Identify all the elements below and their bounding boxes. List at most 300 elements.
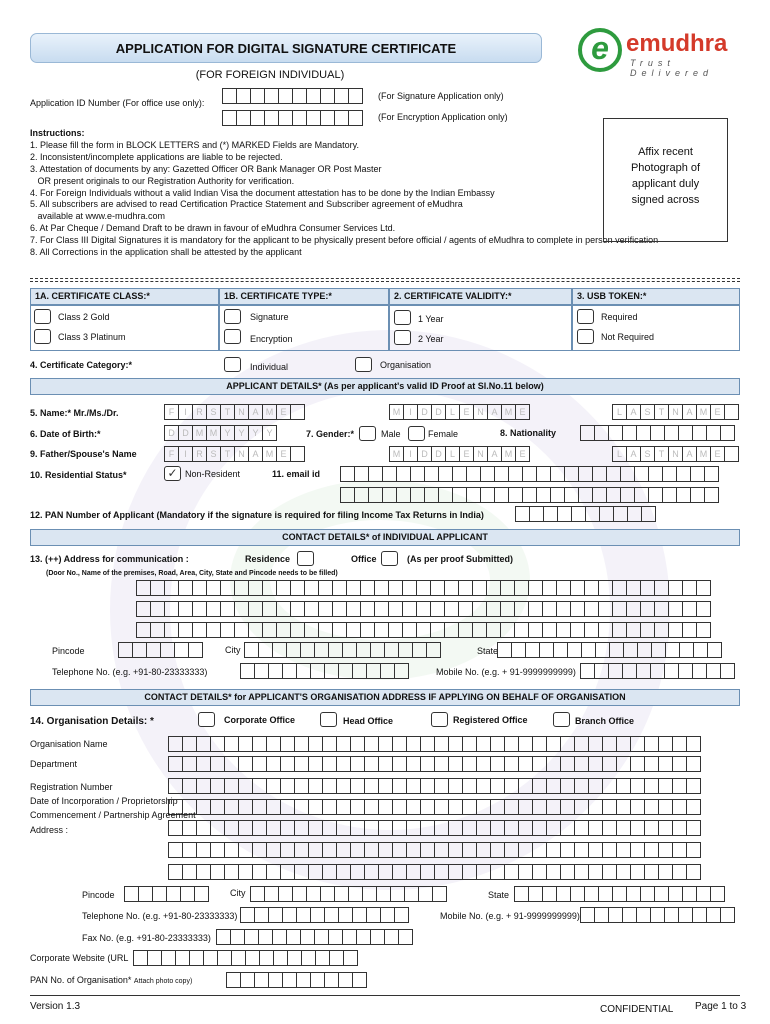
char-box[interactable]	[254, 663, 269, 679]
char-box[interactable]	[668, 580, 683, 596]
char-box[interactable]	[602, 864, 617, 880]
char-box[interactable]	[648, 487, 663, 503]
char-box[interactable]	[458, 601, 473, 617]
char-box[interactable]	[402, 580, 417, 596]
char-box[interactable]	[536, 487, 551, 503]
char-box[interactable]	[654, 580, 669, 596]
father-last-boxes[interactable]	[612, 446, 738, 462]
char-box[interactable]: N	[473, 446, 488, 462]
char-box[interactable]	[352, 907, 367, 923]
website-boxes[interactable]	[133, 950, 357, 966]
char-box[interactable]	[322, 820, 337, 836]
char-box[interactable]	[686, 820, 701, 836]
char-box[interactable]	[658, 736, 673, 752]
char-box[interactable]	[378, 756, 393, 772]
char-box[interactable]	[690, 487, 705, 503]
char-box[interactable]	[686, 736, 701, 752]
char-box[interactable]	[662, 466, 677, 482]
char-box[interactable]	[280, 842, 295, 858]
char-box[interactable]	[296, 972, 311, 988]
char-box[interactable]: L	[445, 404, 460, 420]
char-box[interactable]	[306, 886, 321, 902]
char-box[interactable]	[308, 778, 323, 794]
char-box[interactable]	[480, 487, 495, 503]
char-box[interactable]	[224, 842, 239, 858]
char-box[interactable]	[340, 487, 355, 503]
char-box[interactable]	[546, 864, 561, 880]
char-box[interactable]	[224, 864, 239, 880]
char-box[interactable]	[406, 842, 421, 858]
char-box[interactable]	[338, 907, 353, 923]
org-telephone-boxes[interactable]	[240, 907, 408, 923]
address-line-1[interactable]	[136, 580, 710, 596]
char-box[interactable]	[222, 110, 237, 126]
char-box[interactable]	[528, 622, 543, 638]
first-name-boxes[interactable]	[164, 404, 304, 420]
char-box[interactable]	[160, 642, 175, 658]
char-box[interactable]	[196, 736, 211, 752]
char-box[interactable]	[168, 736, 183, 752]
char-box[interactable]	[268, 972, 283, 988]
char-box[interactable]	[608, 663, 623, 679]
char-box[interactable]: Y	[234, 425, 249, 441]
char-box[interactable]	[592, 466, 607, 482]
department-boxes[interactable]	[168, 756, 700, 772]
char-box[interactable]	[370, 929, 385, 945]
char-box[interactable]	[602, 799, 617, 815]
char-box[interactable]	[690, 466, 705, 482]
char-box[interactable]	[616, 842, 631, 858]
char-box[interactable]	[245, 950, 260, 966]
char-box[interactable]	[602, 820, 617, 836]
char-box[interactable]	[364, 820, 379, 836]
char-box[interactable]	[578, 487, 593, 503]
char-box[interactable]	[238, 864, 253, 880]
char-box[interactable]	[532, 736, 547, 752]
char-box[interactable]	[504, 799, 519, 815]
char-box[interactable]	[584, 886, 599, 902]
char-box[interactable]	[686, 864, 701, 880]
char-box[interactable]	[388, 622, 403, 638]
char-box[interactable]	[236, 110, 251, 126]
char-box[interactable]: E	[515, 446, 530, 462]
char-box[interactable]	[518, 864, 533, 880]
char-box[interactable]	[250, 110, 265, 126]
office-checkbox[interactable]	[381, 551, 398, 566]
char-box[interactable]: Y	[248, 425, 263, 441]
char-box[interactable]	[630, 799, 645, 815]
char-box[interactable]	[560, 842, 575, 858]
char-box[interactable]	[332, 601, 347, 617]
char-box[interactable]	[318, 580, 333, 596]
char-box[interactable]	[678, 907, 693, 923]
char-box[interactable]	[258, 929, 273, 945]
char-box[interactable]	[588, 756, 603, 772]
char-box[interactable]	[636, 425, 651, 441]
char-box[interactable]	[480, 466, 495, 482]
city-boxes[interactable]	[244, 642, 440, 658]
char-box[interactable]: M	[206, 425, 221, 441]
char-box[interactable]	[448, 799, 463, 815]
char-box[interactable]	[490, 756, 505, 772]
char-box[interactable]	[310, 663, 325, 679]
char-box[interactable]	[616, 864, 631, 880]
char-box[interactable]	[410, 487, 425, 503]
char-box[interactable]	[238, 820, 253, 836]
char-box[interactable]	[189, 950, 204, 966]
char-box[interactable]	[196, 756, 211, 772]
char-box[interactable]	[336, 756, 351, 772]
char-box[interactable]: N	[473, 404, 488, 420]
char-box[interactable]: D	[417, 446, 432, 462]
char-box[interactable]	[278, 88, 293, 104]
char-box[interactable]	[138, 886, 153, 902]
char-box[interactable]	[676, 487, 691, 503]
char-box[interactable]	[574, 864, 589, 880]
char-box[interactable]	[374, 601, 389, 617]
char-box[interactable]	[518, 736, 533, 752]
char-box[interactable]	[268, 663, 283, 679]
char-box[interactable]	[644, 842, 659, 858]
char-box[interactable]	[252, 820, 267, 836]
char-box[interactable]	[304, 622, 319, 638]
char-box[interactable]	[664, 425, 679, 441]
char-box[interactable]	[682, 601, 697, 617]
char-box[interactable]	[182, 864, 197, 880]
char-box[interactable]	[430, 580, 445, 596]
char-box[interactable]	[504, 864, 519, 880]
char-box[interactable]	[686, 799, 701, 815]
char-box[interactable]	[392, 842, 407, 858]
char-box[interactable]	[724, 404, 739, 420]
char-box[interactable]	[594, 663, 609, 679]
char-box[interactable]	[378, 864, 393, 880]
char-box[interactable]	[546, 756, 561, 772]
char-box[interactable]	[622, 907, 637, 923]
char-box[interactable]	[406, 799, 421, 815]
char-box[interactable]	[556, 601, 571, 617]
char-box[interactable]	[290, 580, 305, 596]
char-box[interactable]: E	[276, 404, 291, 420]
char-box[interactable]	[382, 466, 397, 482]
char-box[interactable]	[278, 886, 293, 902]
char-box[interactable]	[574, 756, 589, 772]
char-box[interactable]	[556, 886, 571, 902]
char-box[interactable]: M	[696, 446, 711, 462]
char-box[interactable]	[366, 907, 381, 923]
char-box[interactable]: S	[640, 446, 655, 462]
char-box[interactable]	[238, 842, 253, 858]
char-box[interactable]	[574, 799, 589, 815]
char-box[interactable]	[560, 756, 575, 772]
char-box[interactable]	[262, 601, 277, 617]
char-box[interactable]	[476, 864, 491, 880]
char-box[interactable]	[532, 820, 547, 836]
char-box[interactable]	[210, 756, 225, 772]
char-box[interactable]	[644, 736, 659, 752]
char-box[interactable]	[444, 622, 459, 638]
char-box[interactable]	[146, 642, 161, 658]
char-box[interactable]	[378, 820, 393, 836]
char-box[interactable]	[306, 88, 321, 104]
char-box[interactable]	[354, 466, 369, 482]
char-box[interactable]	[476, 820, 491, 836]
char-box[interactable]	[150, 601, 165, 617]
char-box[interactable]	[626, 622, 641, 638]
char-box[interactable]	[514, 886, 529, 902]
char-box[interactable]	[378, 778, 393, 794]
char-box[interactable]	[254, 907, 269, 923]
char-box[interactable]	[511, 642, 526, 658]
char-box[interactable]	[280, 799, 295, 815]
char-box[interactable]	[280, 820, 295, 836]
char-box[interactable]: A	[682, 446, 697, 462]
char-box[interactable]	[286, 642, 301, 658]
char-box[interactable]	[378, 736, 393, 752]
char-box[interactable]	[376, 886, 391, 902]
char-box[interactable]	[258, 642, 273, 658]
char-box[interactable]	[182, 842, 197, 858]
char-box[interactable]: F	[164, 404, 179, 420]
char-box[interactable]	[161, 950, 176, 966]
char-box[interactable]	[494, 487, 509, 503]
char-box[interactable]	[650, 907, 665, 923]
char-box[interactable]	[314, 929, 329, 945]
char-box[interactable]	[296, 907, 311, 923]
char-box[interactable]	[356, 929, 371, 945]
char-box[interactable]: M	[262, 446, 277, 462]
char-box[interactable]	[692, 907, 707, 923]
char-box[interactable]	[294, 799, 309, 815]
char-box[interactable]	[322, 864, 337, 880]
char-box[interactable]	[272, 929, 287, 945]
char-box[interactable]	[240, 972, 255, 988]
char-box[interactable]: M	[501, 404, 516, 420]
char-box[interactable]	[196, 820, 211, 836]
char-box[interactable]	[546, 820, 561, 836]
char-box[interactable]	[175, 950, 190, 966]
pan-boxes[interactable]	[515, 506, 655, 522]
char-box[interactable]	[420, 820, 435, 836]
char-box[interactable]	[664, 663, 679, 679]
char-box[interactable]	[648, 466, 663, 482]
char-box[interactable]	[696, 886, 711, 902]
male-checkbox[interactable]	[359, 426, 376, 441]
char-box[interactable]	[462, 756, 477, 772]
char-box[interactable]	[692, 663, 707, 679]
char-box[interactable]	[350, 736, 365, 752]
registered-office-checkbox[interactable]	[431, 712, 448, 727]
char-box[interactable]	[370, 642, 385, 658]
char-box[interactable]	[458, 622, 473, 638]
char-box[interactable]	[720, 907, 735, 923]
char-box[interactable]	[304, 580, 319, 596]
char-box[interactable]: T	[220, 404, 235, 420]
char-box[interactable]	[182, 756, 197, 772]
char-box[interactable]	[282, 907, 297, 923]
char-box[interactable]	[598, 601, 613, 617]
father-middle-boxes[interactable]	[389, 446, 529, 462]
char-box[interactable]	[384, 642, 399, 658]
char-box[interactable]	[706, 425, 721, 441]
char-box[interactable]	[430, 601, 445, 617]
char-box[interactable]	[658, 756, 673, 772]
char-box[interactable]	[147, 950, 162, 966]
char-box[interactable]	[444, 580, 459, 596]
char-box[interactable]: M	[501, 446, 516, 462]
char-box[interactable]	[682, 622, 697, 638]
char-box[interactable]	[434, 799, 449, 815]
char-box[interactable]: D	[431, 446, 446, 462]
char-box[interactable]	[724, 446, 739, 462]
char-box[interactable]	[720, 663, 735, 679]
char-box[interactable]	[556, 622, 571, 638]
char-box[interactable]	[598, 622, 613, 638]
char-box[interactable]	[528, 601, 543, 617]
char-box[interactable]	[224, 799, 239, 815]
char-box[interactable]	[346, 580, 361, 596]
usb-required-checkbox[interactable]	[577, 309, 594, 324]
char-box[interactable]	[310, 972, 325, 988]
char-box[interactable]	[430, 622, 445, 638]
usb-not-required-checkbox[interactable]	[577, 329, 594, 344]
char-box[interactable]	[550, 487, 565, 503]
char-box[interactable]	[318, 601, 333, 617]
char-box[interactable]	[338, 663, 353, 679]
char-box[interactable]	[588, 778, 603, 794]
char-box[interactable]	[641, 506, 656, 522]
char-box[interactable]: A	[487, 404, 502, 420]
char-box[interactable]	[560, 736, 575, 752]
char-box[interactable]	[448, 842, 463, 858]
char-box[interactable]	[346, 601, 361, 617]
char-box[interactable]	[644, 756, 659, 772]
email-boxes-2[interactable]	[340, 487, 718, 503]
char-box[interactable]	[508, 466, 523, 482]
char-box[interactable]	[630, 820, 645, 836]
branch-office-checkbox[interactable]	[553, 712, 570, 727]
char-box[interactable]	[136, 601, 151, 617]
char-box[interactable]	[292, 110, 307, 126]
char-box[interactable]	[420, 756, 435, 772]
char-box[interactable]	[504, 842, 519, 858]
char-box[interactable]: I	[178, 404, 193, 420]
head-office-checkbox[interactable]	[320, 712, 337, 727]
char-box[interactable]	[658, 820, 673, 836]
char-box[interactable]: N	[234, 404, 249, 420]
char-box[interactable]	[612, 886, 627, 902]
char-box[interactable]: D	[431, 404, 446, 420]
char-box[interactable]	[290, 404, 305, 420]
char-box[interactable]	[404, 886, 419, 902]
char-box[interactable]	[366, 663, 381, 679]
char-box[interactable]	[636, 907, 651, 923]
char-box[interactable]	[168, 778, 183, 794]
char-box[interactable]	[710, 886, 725, 902]
char-box[interactable]	[508, 487, 523, 503]
char-box[interactable]	[594, 907, 609, 923]
char-box[interactable]	[266, 864, 281, 880]
char-box[interactable]	[168, 820, 183, 836]
char-box[interactable]	[252, 864, 267, 880]
char-box[interactable]	[348, 886, 363, 902]
char-box[interactable]	[196, 778, 211, 794]
char-box[interactable]	[598, 886, 613, 902]
char-box[interactable]	[560, 778, 575, 794]
char-box[interactable]: T	[220, 446, 235, 462]
char-box[interactable]	[164, 622, 179, 638]
non-resident-checkbox[interactable]: ✓	[164, 466, 181, 481]
char-box[interactable]	[378, 842, 393, 858]
char-box[interactable]	[432, 886, 447, 902]
char-box[interactable]: F	[164, 446, 179, 462]
char-box[interactable]	[390, 886, 405, 902]
char-box[interactable]	[588, 842, 603, 858]
char-box[interactable]	[634, 466, 649, 482]
char-box[interactable]	[560, 799, 575, 815]
char-box[interactable]	[238, 799, 253, 815]
char-box[interactable]	[476, 842, 491, 858]
char-box[interactable]: A	[626, 404, 641, 420]
char-box[interactable]	[368, 466, 383, 482]
char-box[interactable]	[252, 756, 267, 772]
char-box[interactable]	[244, 642, 259, 658]
char-box[interactable]	[613, 506, 628, 522]
char-box[interactable]	[166, 886, 181, 902]
char-box[interactable]: Y	[262, 425, 277, 441]
char-box[interactable]: E	[515, 404, 530, 420]
mobile-boxes[interactable]	[580, 663, 734, 679]
char-box[interactable]	[394, 907, 409, 923]
telephone-boxes[interactable]	[240, 663, 408, 679]
char-box[interactable]	[542, 886, 557, 902]
char-box[interactable]	[627, 506, 642, 522]
char-box[interactable]	[294, 778, 309, 794]
char-box[interactable]	[434, 778, 449, 794]
char-box[interactable]	[196, 842, 211, 858]
char-box[interactable]	[438, 466, 453, 482]
char-box[interactable]: A	[487, 446, 502, 462]
char-box[interactable]	[168, 756, 183, 772]
char-box[interactable]	[532, 756, 547, 772]
char-box[interactable]	[240, 663, 255, 679]
char-box[interactable]	[324, 663, 339, 679]
char-box[interactable]	[396, 487, 411, 503]
char-box[interactable]	[490, 864, 505, 880]
char-box[interactable]	[486, 601, 501, 617]
char-box[interactable]	[336, 799, 351, 815]
char-box[interactable]	[264, 886, 279, 902]
char-box[interactable]	[476, 778, 491, 794]
char-box[interactable]	[320, 886, 335, 902]
char-box[interactable]	[522, 487, 537, 503]
char-box[interactable]	[420, 736, 435, 752]
char-box[interactable]	[416, 622, 431, 638]
char-box[interactable]	[392, 736, 407, 752]
char-box[interactable]	[280, 778, 295, 794]
char-box[interactable]	[240, 907, 255, 923]
father-first-boxes[interactable]	[164, 446, 304, 462]
char-box[interactable]	[546, 799, 561, 815]
char-box[interactable]	[224, 756, 239, 772]
char-box[interactable]	[286, 929, 301, 945]
char-box[interactable]	[472, 601, 487, 617]
char-box[interactable]	[494, 466, 509, 482]
char-box[interactable]	[472, 622, 487, 638]
char-box[interactable]	[396, 466, 411, 482]
char-box[interactable]	[220, 580, 235, 596]
char-box[interactable]	[304, 601, 319, 617]
